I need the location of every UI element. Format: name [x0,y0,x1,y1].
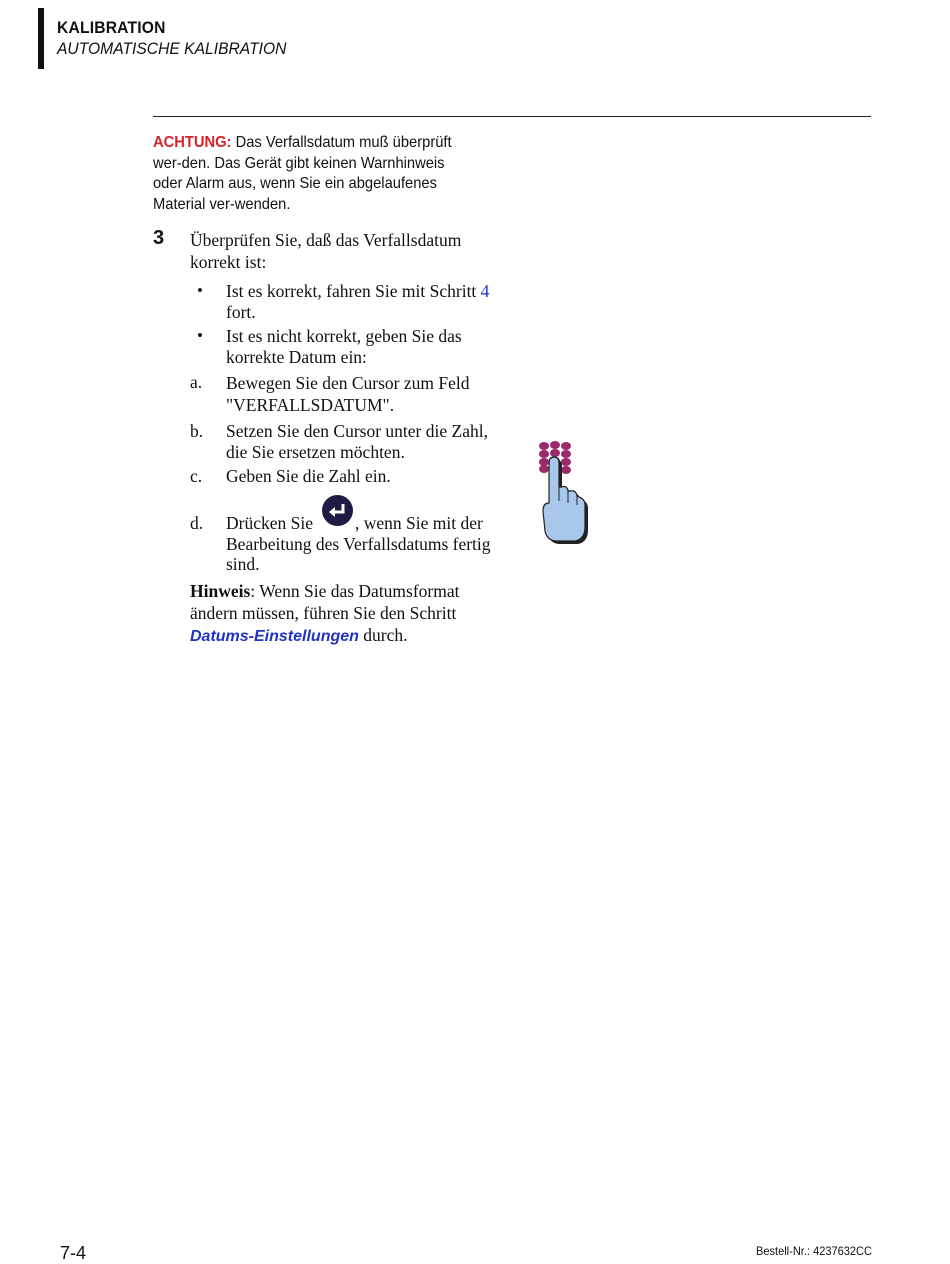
note-text-end: durch. [358,625,408,645]
note-text: : Wenn Sie das Datumsformat ändern müssen, führen Sie den Schritt [190,581,460,623]
substep-a: Bewegen Sie den Cursor zum Feld "VERFALLSDATUM". [226,373,470,415]
substep-letter: d. [190,513,204,533]
section-subtitle: AUTOMATISCHE KALIBRATION [57,39,287,58]
substep-letter: c. [190,466,203,486]
section-title: KALIBRATION [57,18,166,37]
bullet-text: Ist es korrekt, fahren Sie mit Schritt [226,281,481,301]
divider [153,116,871,117]
bullet-item-correct [226,281,501,322]
substep-letter: a. [190,372,203,392]
step-4-link[interactable]: 4 [480,281,490,301]
order-label: Bestell-Nr.: [756,1244,810,1258]
bullet-text-end: fort. [226,301,256,322]
substep-d-text: Drücken Sie [226,513,313,533]
note-label: Hinweis [190,581,251,601]
note [190,580,510,648]
substep-c: Geben Sie die Zahl ein. [226,466,391,486]
substep-letter: b. [190,421,204,441]
step-instruction: Überprüfen Sie, daß das Verfallsdatum korrekt ist: [190,230,462,272]
order-number [756,1244,872,1258]
order-value: 4237632CC [813,1244,873,1258]
bullet-item-incorrect: Ist es nicht korrekt, geben Sie das korrekte Datum ein: [226,326,462,367]
substep-d-text-end: , wenn Sie mit der Bearbeitung des Verfallsdatums fertig sind. [226,513,491,574]
header-bar [38,8,44,69]
substep-b: Setzen Sie den Cursor unter die Zahl, die Sie ersetzen möchten. [226,421,488,462]
bullet-mark: • [197,281,203,300]
warning-text: Das Verfallsdatum muß überprüft wer-den. Das Gerät gibt keinen Warnhinweis oder Alarm aus, wenn Sie ein abgelaufenes Material ver-wenden. [153,134,452,213]
keypad-hand-icon [535,437,595,547]
bullet-mark: • [197,326,203,345]
step-number: 3 [153,227,165,249]
datums-einstellungen-link[interactable]: Datums-Einstellungen [190,628,359,645]
warning-box [153,133,475,215]
page-number: 7-4 [60,1243,87,1263]
warning-label: ACHTUNG: [153,134,232,151]
